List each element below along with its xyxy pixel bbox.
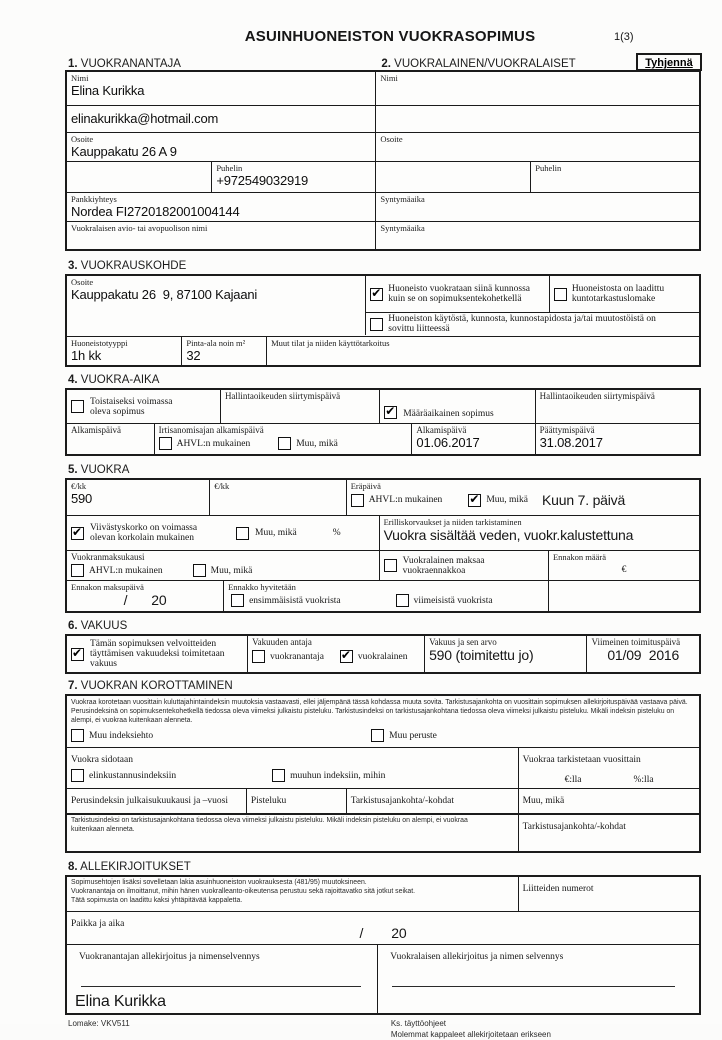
end-date-label: Päättymispäivä	[539, 425, 595, 435]
section-4-number: 4.	[68, 374, 78, 386]
section-1-number: 1.	[68, 58, 78, 70]
condition-as-is-checkmark: ✔	[371, 285, 382, 300]
section-5-number: 5.	[68, 464, 78, 476]
object-address-value[interactable]: Kauppakatu 26 9, 87100 Kajaani	[71, 287, 258, 302]
due-other-value[interactable]: Kuun 7. päivä	[542, 492, 626, 508]
rent-tied-to-field	[67, 748, 518, 788]
advance-blank-cell	[548, 581, 699, 611]
deposit-given-checkmark: ✔	[72, 645, 83, 660]
deposit-deadline-value[interactable]: 01/09 2016	[607, 647, 680, 663]
other-basis-label: Muu peruste	[389, 730, 437, 741]
section-3-number: 3.	[68, 260, 78, 272]
usage-agreed-label: Huoneiston käytöstä, kunnosta, kunnostapidosta ja/tai muutostöistä on sovittu liitteessä	[388, 314, 656, 334]
fixed-term-option	[379, 390, 534, 423]
check-dates-field[interactable]	[346, 789, 518, 813]
deposit-deadline-field[interactable]	[586, 636, 698, 672]
rent-tied-to-label: Vuokra sidotaan	[71, 755, 133, 765]
section-3-heading	[65, 260, 701, 272]
payment-period-field	[67, 551, 379, 580]
section-4-heading	[65, 374, 701, 386]
section-8-title: ALLEKIRJOITUKSET	[80, 861, 191, 873]
advance-credit-field	[223, 581, 548, 611]
landlord-phone-row	[67, 162, 375, 192]
landlord-bank-field[interactable]	[67, 193, 375, 221]
deposit-value[interactable]: 590 (toimitettu jo)	[429, 647, 534, 663]
transfer-date-label-1: Hallintaoikeuden siirtymispäivä	[224, 391, 341, 401]
signature-terms-line-2: Vuokranantaja on ilmoittanut, mihin hänen vuokralleanto-oikeutensa perustuu sekä rajoittavatko sitä jotkut seikat.	[71, 888, 416, 895]
deposit-value-field[interactable]	[424, 636, 586, 672]
late-interest-checkbox[interactable]	[71, 524, 84, 540]
rental-period-table	[65, 388, 701, 456]
annual-check-label: Vuokraa tarkistetaan vuosittain	[522, 755, 641, 765]
tenant-address-field[interactable]	[375, 133, 699, 161]
deposit-provider-field	[247, 636, 424, 672]
deposit-value-label: Vakuus ja sen arvo	[429, 637, 497, 647]
late-interest-other-label: Muu, mikä	[255, 528, 297, 538]
other-index-clause-checkbox[interactable]	[71, 729, 84, 742]
area-field[interactable]	[181, 337, 266, 365]
separate-fees-value[interactable]: Vuokra sisältää veden, vuokr.kalustettuna	[383, 527, 634, 543]
attachment-numbers-label: Liitteiden numerot	[522, 884, 594, 894]
section-7-number: 7.	[68, 680, 78, 692]
place-and-date-label: Paikka ja aika	[71, 919, 125, 929]
tenant-extra-field[interactable]	[375, 106, 699, 132]
document-title: ASUINHUONEISTON VUOKRASOPIMUS	[244, 28, 536, 45]
section-7-title: VUOKRAN KOROTTAMINEN	[80, 680, 233, 692]
point-figure-field[interactable]	[246, 789, 346, 813]
object-address-field[interactable]	[67, 276, 365, 336]
other-what-field[interactable]	[518, 789, 699, 813]
other-what-label: Muu, mikä	[522, 796, 565, 806]
transfer-date-field-1[interactable]	[220, 390, 379, 423]
apartment-type-value[interactable]: 1h kk	[71, 348, 102, 363]
fixed-term-checkbox[interactable]	[384, 406, 397, 419]
signature-terms-cell	[67, 877, 518, 911]
advance-payment-label: Vuokralainen maksaa vuokraennakkoa	[402, 555, 485, 576]
section-1-2-headings	[65, 58, 701, 70]
period-ahvl-label: AHVL:n mukainen	[89, 565, 163, 576]
tenant-birthdate2-label: Syntymäaika	[380, 223, 425, 233]
landlord-name-label: Nimi	[71, 73, 89, 83]
landlord-email-field[interactable]	[67, 106, 375, 132]
transfer-date-field-2[interactable]	[535, 390, 699, 423]
base-index-label: Perusindeksin julkaisukuukausi ja –vuosi	[71, 796, 229, 806]
spouse-name-field[interactable]	[67, 222, 375, 249]
other-index-checkbox[interactable]	[272, 769, 285, 782]
start-date-label-2: Alkamispäivä	[416, 425, 467, 435]
advance-payment-checkbox[interactable]	[384, 559, 397, 572]
advance-date-year: 20	[151, 592, 167, 608]
section-6-number: 6.	[68, 620, 78, 632]
tenant-phone-field[interactable]	[530, 162, 699, 192]
euro-sign: €	[621, 565, 627, 575]
landlord-signature-name: Elina Kurikka	[75, 993, 166, 1010]
credit-last-checkbox[interactable]	[396, 594, 409, 607]
section-5-title: VUOKRA	[80, 464, 130, 476]
section-1-heading	[65, 58, 378, 70]
deposit-provider-label: Vakuuden antaja	[252, 637, 312, 647]
landlord-name-field[interactable]	[67, 72, 375, 105]
landlord-blank-cell	[67, 162, 211, 192]
rent-table	[65, 478, 701, 613]
transfer-date-label-2: Hallintaoikeuden siirtymispäivä	[539, 391, 655, 401]
form-footer	[65, 1018, 701, 1040]
advance-date-slash: /	[123, 592, 128, 608]
tenant-phone-row	[375, 162, 699, 192]
deposit-table	[65, 634, 701, 674]
clear-form-button[interactable]: Tyhjennä	[636, 53, 702, 71]
due-date-label: Eräpäivä	[350, 481, 381, 491]
landlord-phone-field[interactable]	[211, 162, 375, 192]
see-instructions-note: Ks. täyttöohjeet	[390, 1019, 446, 1028]
start-date-field-2[interactable]	[411, 424, 534, 454]
attachment-numbers-field[interactable]	[518, 877, 699, 911]
spouse-name-label: Vuokralaisen avio- tai avopuolison nimi	[71, 223, 208, 233]
apartment-type-field[interactable]	[67, 337, 181, 365]
provider-tenant-checkmark: ✔	[340, 648, 351, 662]
landlord-bank-value[interactable]: Nordea FI2720182001004144	[71, 204, 240, 219]
notice-other-checkbox[interactable]	[278, 437, 291, 450]
section-7-heading	[65, 680, 701, 692]
tenant-birthdate2-field[interactable]	[375, 222, 699, 249]
landlord-phone-value[interactable]: +972549032919	[216, 173, 309, 188]
payment-period-label: Vuokranmaksukausi	[71, 552, 145, 562]
late-interest-row	[67, 516, 379, 550]
deposit-given-option	[67, 636, 247, 672]
rent-per-month-field[interactable]	[67, 480, 209, 515]
other-basis-checkbox[interactable]	[371, 729, 384, 742]
inspection-form-checkbox[interactable]	[554, 288, 567, 301]
due-date-field	[346, 480, 699, 515]
check-index-note-cell	[67, 815, 518, 851]
signature-terms-line-3: Tätä sopimusta on laadittu kaksi yhtäpitävää kappaletta.	[71, 897, 243, 904]
place-date-year: 20	[391, 925, 407, 941]
condition-as-is-checkbox[interactable]	[370, 285, 383, 301]
tenant-birthdate-label: Syntymäaika	[380, 194, 425, 204]
deposit-given-checkbox[interactable]	[71, 645, 84, 661]
notice-ahvl-label: AHVL:n mukainen	[176, 438, 251, 449]
tenant-birthdate-field[interactable]	[375, 193, 699, 221]
rental-object-table	[65, 274, 701, 367]
due-other-checkmark: ✔	[469, 491, 480, 506]
check-dates-label: Tarkistusajankohta/-kohdat	[350, 796, 454, 806]
other-index-label: muuhun indeksiin, mihin	[290, 770, 386, 781]
credit-first-label: ensimmäisistä vuokrista	[249, 595, 341, 606]
late-interest-label: Viivästyskorko on voimassa olevan korkolain mukainen	[90, 523, 198, 543]
area-label: Pinta-ala noin m²	[186, 338, 246, 348]
separate-fees-field[interactable]	[379, 516, 699, 550]
page-number: 1(3)	[614, 31, 634, 43]
signatures-table	[65, 875, 701, 1015]
both-copies-note: Molemmat kappaleet allekirjoitetaan erikseen	[390, 1030, 551, 1039]
cost-of-living-index-label: elinkustannusindeksiin	[89, 770, 177, 781]
tenant-signature-line	[392, 986, 675, 987]
tenant-signature-label: Vuokralaisen allekirjoitus ja nimen selvennys	[390, 952, 564, 962]
inspection-form-option	[549, 276, 699, 312]
deposit-deadline-label: Viimeinen toimituspäivä	[591, 637, 681, 647]
notice-other-label: Muu, mikä	[296, 438, 338, 449]
landlord-address-label: Osoite	[71, 134, 94, 144]
apartment-type-label: Huoneistotyyppi	[71, 338, 128, 348]
notice-ahvl-checkbox[interactable]	[159, 437, 172, 450]
usage-agreed-checkbox[interactable]	[370, 318, 383, 331]
section-8-heading	[65, 861, 701, 873]
notice-period-field	[154, 424, 412, 454]
section-5-heading	[65, 464, 701, 476]
cost-of-living-index-checkbox[interactable]	[71, 769, 84, 782]
object-condition-column	[365, 276, 699, 336]
landlord-address-value[interactable]: Kauppakatu 26 A 9	[71, 144, 177, 159]
form-code: Lomake: VKV511	[68, 1019, 130, 1028]
section-2-number: 2.	[381, 58, 391, 70]
other-spaces-label: Muut tilat ja niiden käyttötarkoitus	[271, 338, 390, 348]
rent-per-month-field-2[interactable]	[209, 480, 346, 515]
tenant-name-field[interactable]	[375, 72, 699, 105]
annual-check-field	[518, 748, 699, 788]
increase-terms-cell	[67, 696, 699, 747]
point-figure-label: Pisteluku	[250, 796, 287, 806]
provider-tenant-label: vuokralainen	[357, 651, 408, 662]
late-interest-other-checkbox[interactable]	[236, 527, 249, 540]
rent-increase-table	[65, 694, 701, 853]
base-index-field[interactable]	[67, 789, 246, 813]
rent-per-month-label: €/kk	[71, 481, 87, 491]
tenant-address-label: Osoite	[380, 134, 403, 144]
footer-instructions	[391, 1018, 701, 1040]
advance-payment-option	[379, 551, 548, 580]
section-4-title: VUOKRA-AIKA	[80, 374, 160, 386]
late-interest-checkmark: ✔	[72, 524, 83, 539]
object-address-label: Osoite	[71, 277, 94, 287]
advance-amount-label: Ennakon määrä	[552, 552, 607, 562]
end-date-field[interactable]	[535, 424, 699, 454]
due-ahvl-checkbox[interactable]	[351, 494, 364, 507]
usage-agreed-option	[365, 312, 699, 335]
fixed-term-label: Määräaikainen sopimus	[403, 409, 494, 419]
start-date-value[interactable]: 01.06.2017	[416, 435, 480, 450]
advance-amount-field[interactable]	[548, 551, 699, 580]
landlord-email-value[interactable]: elinakurikka@hotmail.com	[71, 111, 219, 126]
landlord-signature-field[interactable]	[67, 945, 377, 1013]
section-1-title: VUOKRANANTAJA	[80, 58, 181, 70]
due-ahvl-label: AHVL:n mukainen	[368, 495, 443, 505]
credit-first-checkbox[interactable]	[231, 594, 244, 607]
by-euros-label: €:lla	[564, 775, 582, 785]
advance-pay-date-label: Ennakon maksupäivä	[71, 582, 144, 592]
increase-terms-paragraph: Vuokraa korotetaan vuosittain kuluttajahintaindeksin muutoksia vastaavasti, ellei jäljempänä tässä kohdassa muuta sovita. Tarkistusajankohta on vuosittain sopimuksen allekirjoituspäivää vastaava päivä. Perusindeksinä on sopimuksentekohetkellä tiedossa oleva viimeksi julkaistu pisteluku. Tarkistusindeksi on tarkistusajankohtana tiedossa oleva viimeksi julkaistu pisteluku. Mikäli indeksin pisteluku on alempi, ei vuokraa kuitenkaan alenneta.	[71, 699, 688, 724]
open-ended-checkbox[interactable]	[71, 400, 84, 413]
landlord-signature-label: Vuokranantajan allekirjoitus ja nimenselvennys	[79, 952, 260, 962]
open-ended-label: Toistaiseksi voimassa oleva sopimus	[90, 396, 173, 417]
fixed-term-checkmark: ✔	[385, 404, 396, 418]
rent-per-month-value[interactable]: 590	[71, 491, 93, 506]
condition-as-is-option	[365, 276, 549, 312]
period-ahvl-checkbox[interactable]	[71, 564, 84, 577]
landlord-address-field[interactable]	[67, 133, 375, 161]
end-date-value[interactable]: 31.08.2017	[539, 435, 603, 450]
tenant-name-label: Nimi	[380, 73, 398, 83]
section-8-number: 8.	[68, 861, 78, 873]
inspection-form-label: Huoneistosta on laadittu kuntotarkastuslomake	[571, 284, 665, 304]
section-6-title: VAKUUS	[80, 620, 128, 632]
landlord-phone-label: Puhelin	[216, 163, 243, 173]
check-dates-label-2: Tarkistusajankohta/-kohdat	[522, 822, 626, 832]
signature-terms-line-1: Sopimusehtojen lisäksi sovelletaan lakia asuinhuoneiston vuokrauksesta (481/95) muutoksineen.	[71, 879, 367, 886]
place-and-date-field[interactable]	[67, 911, 699, 944]
other-spaces-field[interactable]	[266, 337, 699, 365]
advance-credit-label: Ennakko hyvitetään	[228, 582, 296, 592]
notice-period-label: Irtisanomisajan alkamispäivä	[158, 425, 264, 435]
tenant-blank-cell	[376, 162, 530, 192]
section-6-heading	[65, 620, 701, 632]
section-2-heading	[378, 58, 691, 70]
section-2-title: VUOKRALAINEN/VUOKRALAISET	[394, 58, 576, 70]
provider-landlord-checkbox[interactable]	[252, 650, 265, 663]
provider-tenant-checkbox[interactable]	[340, 650, 353, 663]
landlord-name-value[interactable]: Elina Kurikka	[71, 83, 145, 98]
separate-fees-label: Erilliskorvaukset ja niiden tarkistaminen	[383, 517, 522, 527]
landlord-signature-line	[81, 986, 361, 987]
period-other-checkbox[interactable]	[193, 564, 206, 577]
by-percent-label: %:lla	[633, 775, 654, 785]
due-other-label: Muu, mikä	[486, 495, 529, 505]
check-dates-field-2[interactable]	[518, 815, 699, 851]
tenant-signature-field[interactable]	[377, 945, 699, 1013]
check-index-note: Tarkistusindeksi on tarkistusajankohtana tiedossa oleva viimeksi julkaistu pisteluku. Mikäli indeksin pisteluku on alempi, ei vuokraa kuitenkaan alenneta.	[71, 817, 468, 833]
landlord-bank-label: Pankkiyhteys	[71, 194, 117, 204]
percent-sign: %	[332, 528, 341, 538]
due-other-checkbox[interactable]	[468, 491, 481, 507]
open-ended-option	[67, 390, 220, 423]
deposit-given-label: Tämän sopimuksen velvoitteiden täyttämisen vakuudeksi toimitetaan vakuus	[90, 639, 225, 669]
credit-last-label: viimeisistä vuokrista	[413, 595, 493, 606]
provider-landlord-label: vuokranantaja	[270, 651, 324, 662]
start-date-field-1[interactable]	[67, 424, 154, 454]
period-other-label: Muu, mikä	[210, 565, 253, 576]
section-3-title: VUOKRAUSKOHDE	[80, 260, 187, 272]
area-value[interactable]: 32	[186, 348, 201, 363]
condition-as-is-label: Huoneisto vuokrataan siinä kunnossa kuin se on sopimuksentekohetkellä	[388, 284, 530, 304]
start-date-label-1: Alkamispäivä	[71, 425, 121, 435]
rent-per-month-label-2: €/kk	[214, 481, 230, 491]
parties-table	[65, 70, 701, 251]
tenant-phone-label: Puhelin	[535, 163, 562, 173]
advance-pay-date-field[interactable]	[67, 581, 223, 611]
other-index-clause-label: Muu indeksiehto	[89, 730, 154, 741]
place-date-slash: /	[359, 925, 364, 941]
